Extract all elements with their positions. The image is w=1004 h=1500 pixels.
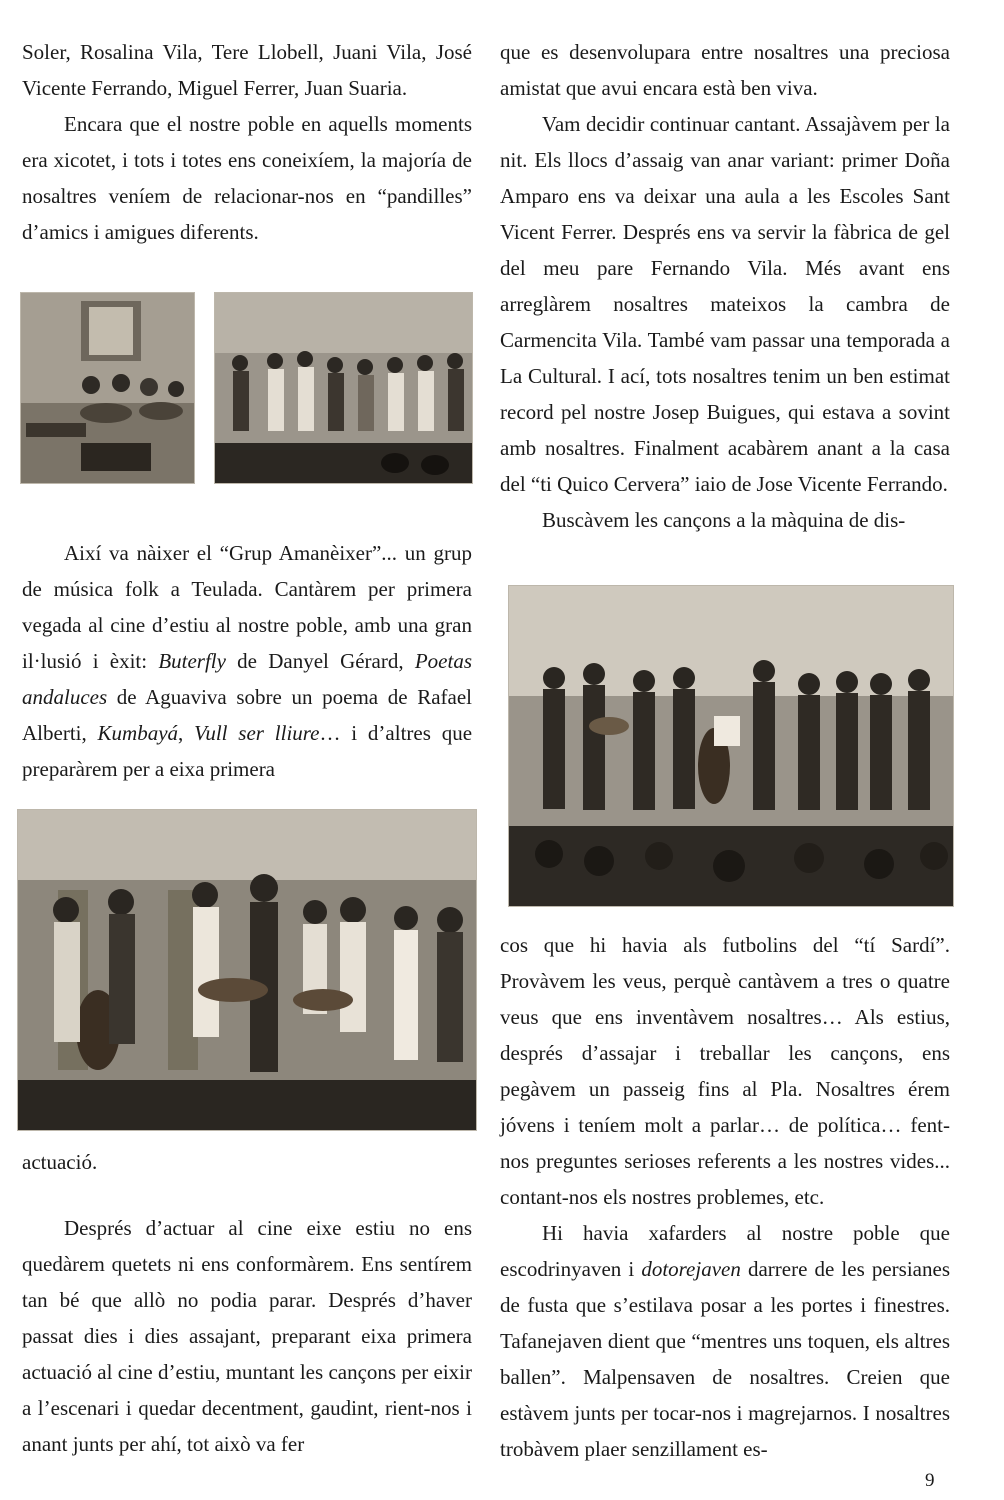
left-column-middle-text xyxy=(22,535,472,787)
left-column-top-text xyxy=(22,34,472,250)
paragraph-voices: cos que hi havia als futbolins del “tí Sardí”. Provàvem les veus, perquè cantàvem a tres o quatre veus que ens inventàvem nosaltres… Als estius, després d’assajar i treballar les cançons, ens pegàvem un passeig fins al Pla. Nosaltres érem jóvens i teníem molt a parlar… de política… fent-nos preguntes serioses referents a les nostres vides... contant-nos els nostres problemes, etc. xyxy=(500,933,950,1209)
paragraph-after-cinema: Després d’actuar al cine eixe estiu no ens quedàrem quetets ni ens conformàrem. Ens sentírem tan bé que allò no podia parar. Després d’haver passat dies i dies assajant, preparant eixa primera actuació al cine d’estiu, muntant les cançons per eixir a l’escenari i quedar decentment, gaudint, rient-nos i anant junts per ahí, tot això va fer xyxy=(22,1216,472,1456)
photo-stage-performance-large xyxy=(17,809,477,1131)
paragraph-gossips: Hi havia xafarders al nostre poble que escodrinyaven i dotorejaven darrere de les persianes de fusta que s’estilava posar a les portes i finestres. Tafanejaven dient que “mentres uns toquen, els altres ballen”. Malpensaven de nosaltres. Creien que estàvem junts per tocar-nos i magrejarnos. I nosaltres trobàvem plaer senzillament es- xyxy=(500,1221,950,1461)
left-column-final-text xyxy=(22,1210,472,1462)
right-column-bottom-text xyxy=(500,927,950,1467)
paragraph-member-names: Soler, Rosalina Vila, Tere Llobell, Juani Vila, José Vicente Ferrando, Miguel Ferrer, Juan Suaria. xyxy=(22,40,472,100)
page-number: 9 xyxy=(925,1470,935,1491)
left-column-bottom-text xyxy=(22,1144,472,1180)
photo-rehearsal-room xyxy=(20,292,195,484)
right-column-top-text xyxy=(500,34,950,538)
photo-outdoor-concert xyxy=(508,585,954,907)
paragraph-rehearsals: Vam decidir continuar cantant. Assajàvem per la nit. Els llocs d’assaig van anar variant: primer Doña Amparo ens va deixar una aula a les Escoles Sant Vicent Ferrer. Després ens va servir la fàbrica de gel del meu pare Fernando Vila. Més avant ens arreglàrem nosaltres mateixos la cambra de Carmencita Vila. També vam passar una temporada a La Cultural. I ací, tots nosaltres tenim un ben estimat record pel nostre Josep Buigues, qui estava a sovint amb nosaltres. Finalment acabàrem anant a la casa del “ti Quico Cervera” iaio de Jose Vicente Ferrando. xyxy=(500,112,950,496)
paragraph-small-town: Encara que el nostre poble en aquells moments era xicotet, i tots i totes ens coneixíem, la majoría de nosaltres veníem de relacionar-nos en “pandilles” d’amics i amigues diferents. xyxy=(22,112,472,244)
paragraph-songs-search: Buscàvem les cançons a la màquina de dis- xyxy=(542,508,906,532)
paragraph-actuacio: actuació. xyxy=(22,1150,98,1174)
paragraph-group-born: Així va nàixer el “Grup Amanèixer”... un grup de música folk a Teulada. Cantàrem per primera vegada al cine d’estiu al nostre poble, amb una gran il·lusió i èxit: Buterfly de Danyel Gérard, Poetas andaluces de Aguaviva sobre un poema de Rafael Alberti, Kumbayá, Vull ser lliure… i d’altres que preparàrem per a eixa primera xyxy=(22,541,473,781)
photo-stage-group-small xyxy=(214,292,473,484)
paragraph-friendship: que es desenvolupara entre nosaltres una preciosa amistat que avui encara està ben viva. xyxy=(500,40,950,100)
